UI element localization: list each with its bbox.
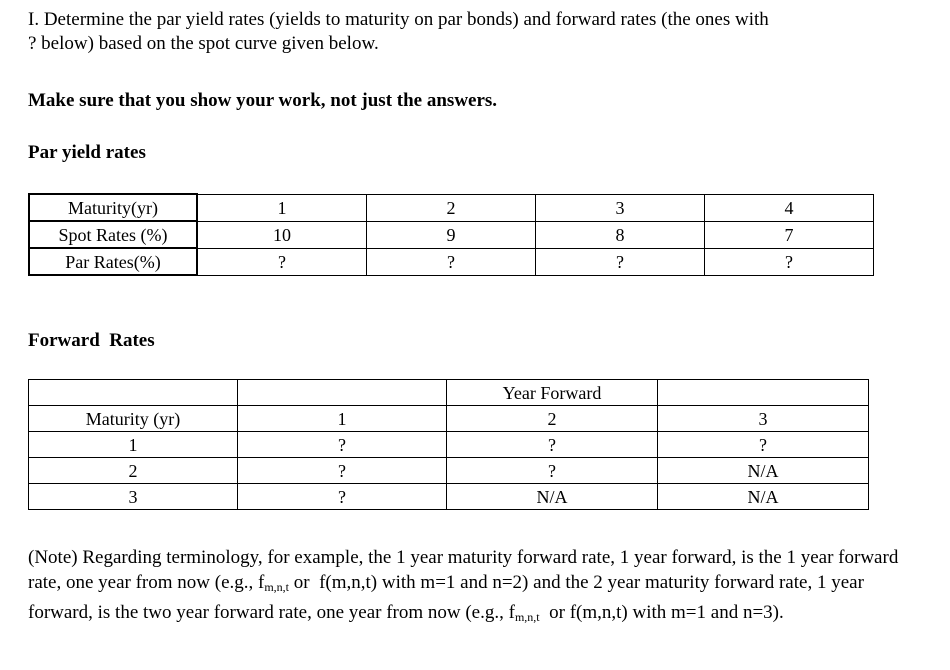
par-yield-table bbox=[28, 193, 874, 276]
intro-line-1: I. Determine the par yield rates (yields to maturity on par bonds) and forward rates (the ones with bbox=[28, 9, 769, 30]
maturity-cell: 1 bbox=[29, 432, 238, 458]
note-text: (Note) Regarding terminology, for example, the 1 year maturity forward rate, 1 year forward, is the 1 year forward rate, one year from now (e.g., bbox=[28, 547, 899, 593]
note-f-symbol: f bbox=[258, 572, 265, 593]
row-label-maturity: Maturity(yr) bbox=[29, 194, 197, 221]
forward-rates-heading: Forward Rates bbox=[28, 330, 155, 351]
forward-cell: N/A bbox=[658, 458, 869, 484]
note-f-symbol: f bbox=[508, 602, 515, 623]
spot-cell: 8 bbox=[536, 221, 705, 248]
table-row bbox=[29, 380, 869, 406]
empty-header-cell bbox=[238, 380, 447, 406]
forward-cell: ? bbox=[238, 432, 447, 458]
empty-header-cell bbox=[29, 380, 238, 406]
table-row bbox=[29, 484, 869, 510]
forward-cell: ? bbox=[447, 432, 658, 458]
forward-cell: N/A bbox=[658, 484, 869, 510]
maturity-cell: 3 bbox=[536, 194, 705, 221]
forward-cell: ? bbox=[238, 484, 447, 510]
table-row bbox=[29, 406, 869, 432]
par-cell: ? bbox=[536, 248, 705, 275]
maturity-cell: 2 bbox=[367, 194, 536, 221]
note-subscript: m,n,t bbox=[264, 580, 290, 594]
spot-cell: 9 bbox=[367, 221, 536, 248]
maturity-cell: 4 bbox=[705, 194, 874, 221]
maturity-cell: 2 bbox=[29, 458, 238, 484]
par-cell: ? bbox=[705, 248, 874, 275]
maturity-label: Maturity (yr) bbox=[29, 406, 238, 432]
forward-cell: ? bbox=[447, 458, 658, 484]
note-text: or f(m,n,t) with m=1 and n=3). bbox=[539, 602, 784, 623]
intro-line-2: ? below) based on the spot curve given below. bbox=[28, 33, 379, 54]
table-row bbox=[29, 248, 874, 275]
forward-cell: N/A bbox=[447, 484, 658, 510]
forward-col-header: 2 bbox=[447, 406, 658, 432]
spot-cell: 10 bbox=[197, 221, 367, 248]
row-label-spot: Spot Rates (%) bbox=[29, 221, 197, 248]
forward-rates-table bbox=[28, 379, 869, 510]
spot-cell: 7 bbox=[705, 221, 874, 248]
maturity-cell: 3 bbox=[29, 484, 238, 510]
forward-cell: ? bbox=[238, 458, 447, 484]
note-text: or f(m,n,t) with m=1 and n=2) and the 2 year maturity forward rate, 1 year forward, is the two year forward rate, one year from now (e.g., bbox=[28, 572, 869, 623]
intro-paragraph bbox=[28, 8, 938, 56]
note-subscript: m,n,t bbox=[514, 610, 540, 624]
row-label-par: Par Rates(%) bbox=[29, 248, 197, 275]
table-row bbox=[29, 221, 874, 248]
table-row bbox=[29, 432, 869, 458]
maturity-cell: 1 bbox=[197, 194, 367, 221]
empty-header-cell bbox=[658, 380, 869, 406]
forward-col-header: 3 bbox=[658, 406, 869, 432]
par-yield-heading: Par yield rates bbox=[28, 142, 146, 163]
par-cell: ? bbox=[367, 248, 536, 275]
terminology-note bbox=[28, 545, 933, 630]
table-row bbox=[29, 194, 874, 221]
forward-cell: ? bbox=[658, 432, 869, 458]
par-cell: ? bbox=[197, 248, 367, 275]
instruction-emphasis: Make sure that you show your work, not just the answers. bbox=[28, 90, 498, 111]
year-forward-header: Year Forward bbox=[447, 380, 658, 406]
table-row bbox=[29, 458, 869, 484]
forward-col-header: 1 bbox=[238, 406, 447, 432]
